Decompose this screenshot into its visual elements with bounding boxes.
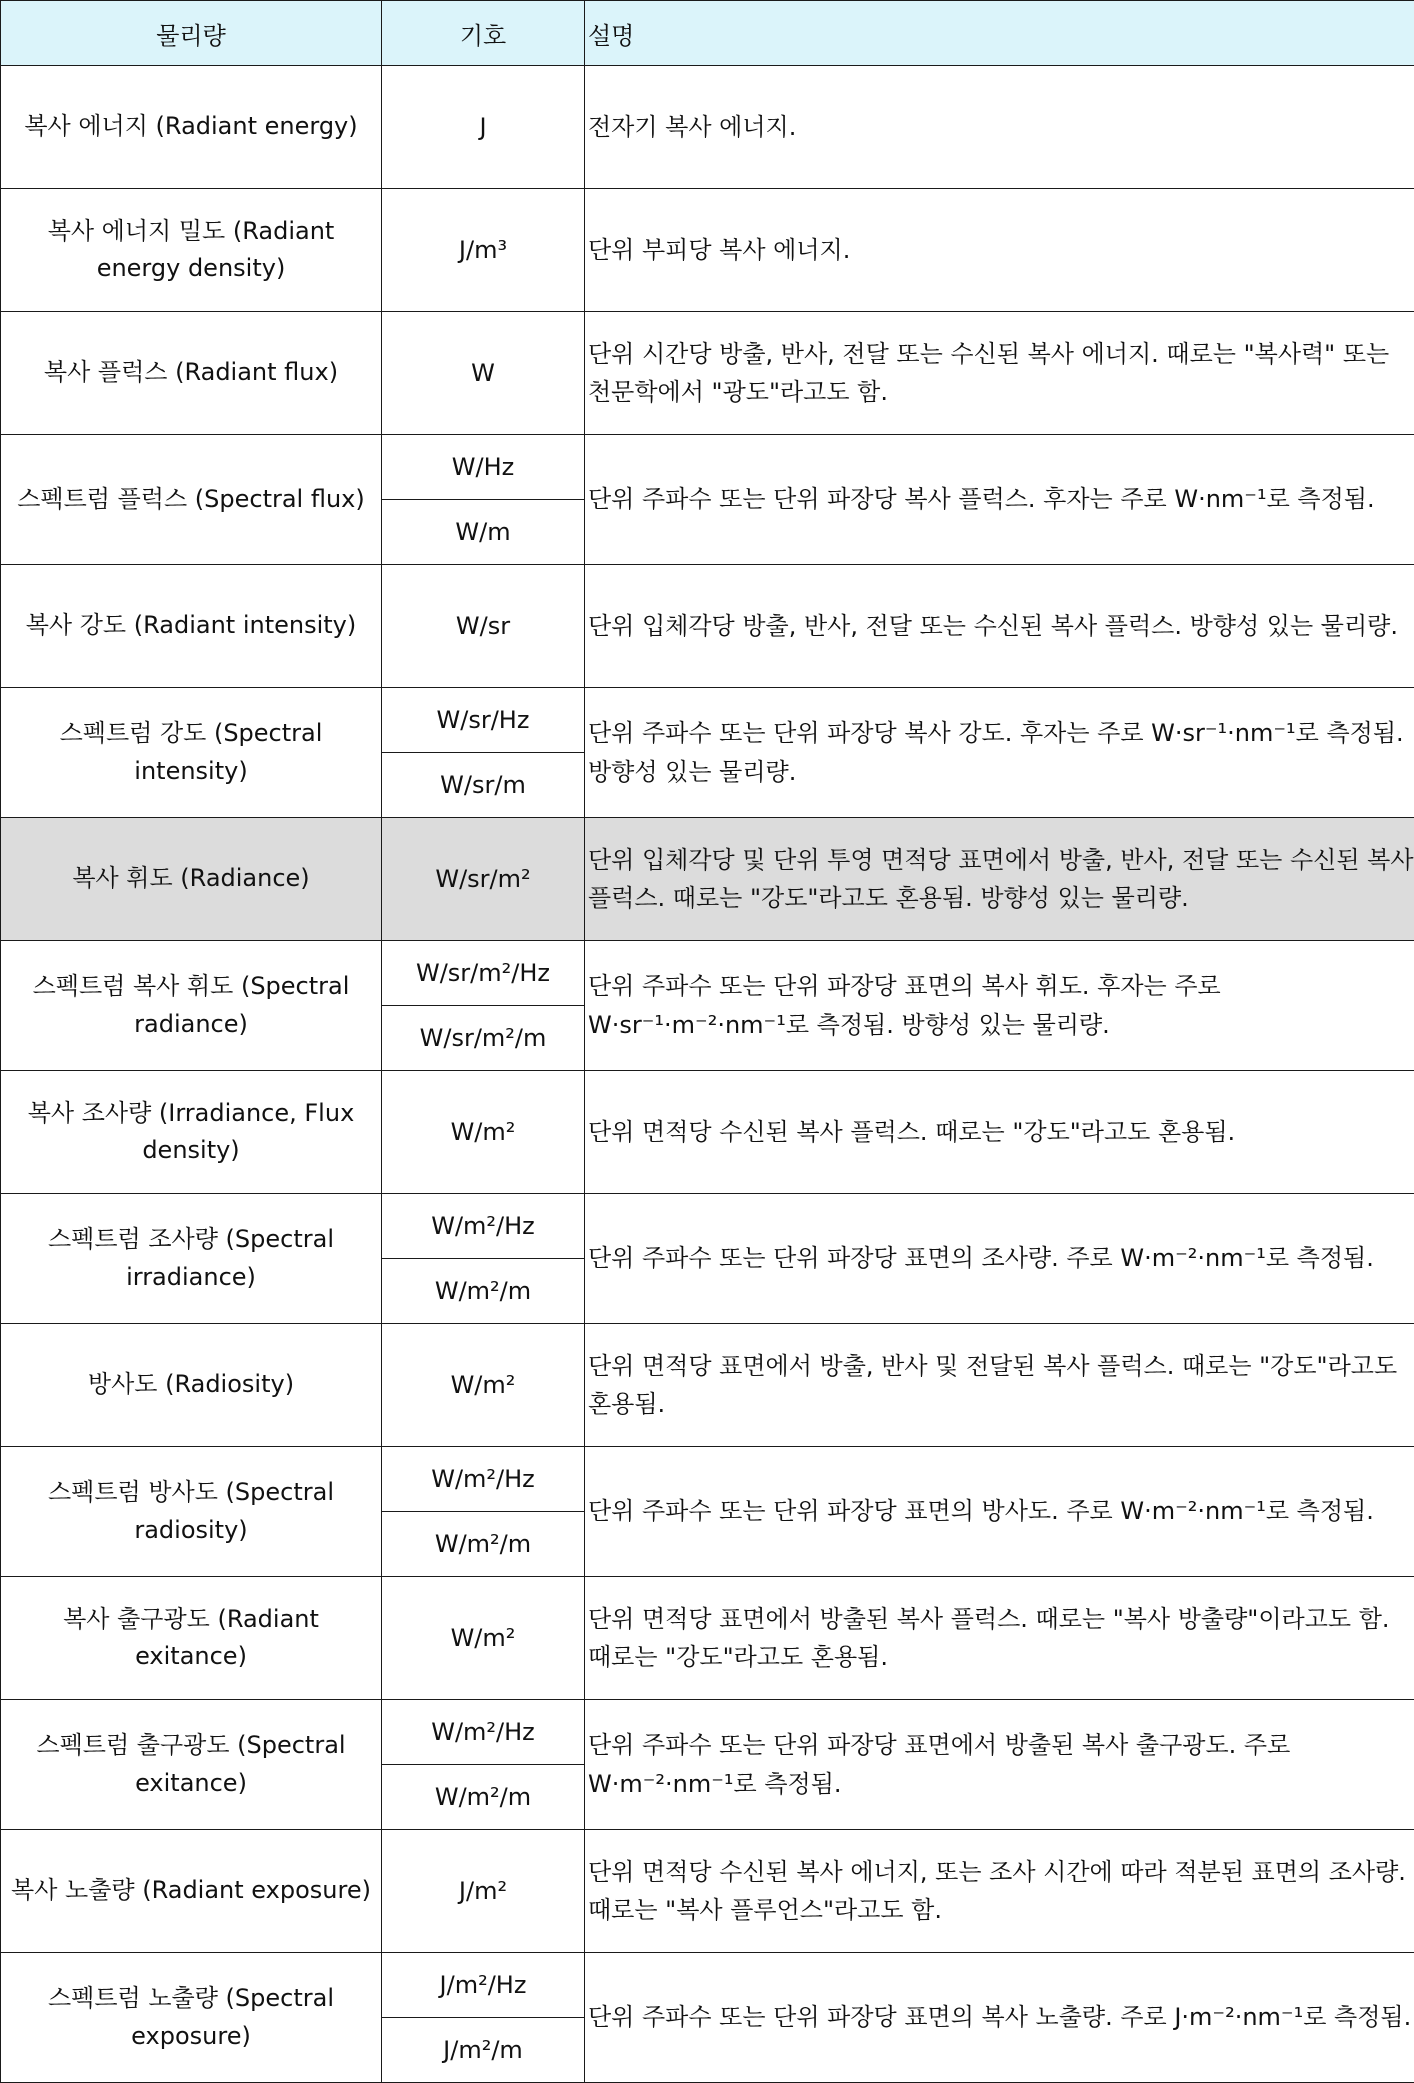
symbol-cell: W/m [382,500,585,565]
symbol-cell: W/m²/m [382,1259,585,1324]
symbol-cell: W/sr [382,565,585,688]
table-row [1,565,1414,688]
symbol-cell: W/sr/m²/Hz [382,941,585,1006]
table-row [1,1577,1414,1700]
quantity-name: 스펙트럼 노출량 (Spectral exposure) [1,1953,382,2083]
table-row [1,189,1414,312]
table-row [1,1830,1414,1953]
symbol-cell: W [382,312,585,435]
quantity-name: 스펙트럼 조사량 (Spectral irradiance) [1,1194,382,1324]
quantity-name: 스펙트럼 플럭스 (Spectral flux) [1,435,382,565]
quantity-name: 복사 플럭스 (Radiant flux) [1,312,382,435]
symbol-cell: W/Hz [382,435,585,500]
quantity-name: 복사 출구광도 (Radiant exitance) [1,1577,382,1700]
quantity-name: 스펙트럼 복사 휘도 (Spectral radiance) [1,941,382,1071]
table-row [1,66,1414,189]
symbol-cell: J/m²/Hz [382,1953,585,2018]
description-cell: 단위 주파수 또는 단위 파장당 표면에서 방출된 복사 출구광도. 주로 W·m⁻²·nm⁻¹로 측정됨. [585,1700,1414,1830]
description-cell: 단위 면적당 표면에서 방출된 복사 플럭스. 때로는 "복사 방출량"이라고도 함. 때로는 "강도"라고도 혼용됨. [585,1577,1414,1700]
table-row [1,941,1414,1006]
description-cell: 단위 면적당 표면에서 방출, 반사 및 전달된 복사 플럭스. 때로는 "강도"라고도 혼용됨. [585,1324,1414,1447]
header-symbol: 기호 [382,1,585,66]
description-cell: 전자기 복사 에너지. [585,66,1414,189]
quantity-name: 방사도 (Radiosity) [1,1324,382,1447]
description-cell: 단위 주파수 또는 단위 파장당 복사 플럭스. 후자는 주로 W·nm⁻¹로 측정됨. [585,435,1414,565]
description-cell: 단위 주파수 또는 단위 파장당 표면의 조사량. 주로 W·m⁻²·nm⁻¹로 측정됨. [585,1194,1414,1324]
quantity-name: 스펙트럼 강도 (Spectral intensity) [1,688,382,818]
quantity-name: 복사 에너지 밀도 (Radiant energy density) [1,189,382,312]
symbol-cell: W/m²/m [382,1512,585,1577]
table-row [1,1953,1414,2018]
quantity-name: 복사 강도 (Radiant intensity) [1,565,382,688]
quantity-name: 복사 조사량 (Irradiance, Flux density) [1,1071,382,1194]
table-body [1,66,1414,2083]
table-row [1,688,1414,753]
table-row [1,435,1414,500]
symbol-cell: W/sr/m [382,753,585,818]
table-row [1,1071,1414,1194]
header-description: 설명 [585,1,1414,66]
symbol-cell: W/m² [382,1577,585,1700]
symbol-cell: W/sr/m² [382,818,585,941]
description-cell: 단위 주파수 또는 단위 파장당 표면의 복사 노출량. 주로 J·m⁻²·nm⁻¹로 측정됨. [585,1953,1414,2083]
description-cell: 단위 주파수 또는 단위 파장당 표면의 방사도. 주로 W·m⁻²·nm⁻¹로 측정됨. [585,1447,1414,1577]
symbol-cell: W/m² [382,1071,585,1194]
table-row [1,1447,1414,1512]
description-cell: 단위 부피당 복사 에너지. [585,189,1414,312]
symbol-cell: W/m²/Hz [382,1447,585,1512]
quantity-name: 복사 에너지 (Radiant energy) [1,66,382,189]
quantity-name: 복사 노출량 (Radiant exposure) [1,1830,382,1953]
quantity-name: 복사 휘도 (Radiance) [1,818,382,941]
table-row [1,312,1414,435]
header-quantity: 물리량 [1,1,382,66]
quantity-name: 스펙트럼 방사도 (Spectral radiosity) [1,1447,382,1577]
symbol-cell: W/sr/Hz [382,688,585,753]
description-cell: 단위 입체각당 및 단위 투영 면적당 표면에서 방출, 반사, 전달 또는 수신된 복사 플럭스. 때로는 "강도"라고도 혼용됨. 방향성 있는 물리량. [585,818,1414,941]
symbol-cell: J/m² [382,1830,585,1953]
description-cell: 단위 면적당 수신된 복사 플럭스. 때로는 "강도"라고도 혼용됨. [585,1071,1414,1194]
symbol-cell: W/sr/m²/m [382,1006,585,1071]
description-cell: 단위 시간당 방출, 반사, 전달 또는 수신된 복사 에너지. 때로는 "복사력" 또는 천문학에서 "광도"라고도 함. [585,312,1414,435]
quantity-name: 스펙트럼 출구광도 (Spectral exitance) [1,1700,382,1830]
description-cell: 단위 주파수 또는 단위 파장당 표면의 복사 휘도. 후자는 주로 W·sr⁻¹·m⁻²·nm⁻¹로 측정됨. 방향성 있는 물리량. [585,941,1414,1071]
table-row [1,1700,1414,1765]
description-cell: 단위 주파수 또는 단위 파장당 복사 강도. 후자는 주로 W·sr⁻¹·nm⁻¹로 측정됨. 방향성 있는 물리량. [585,688,1414,818]
table-row [1,1324,1414,1447]
symbol-cell: W/m² [382,1324,585,1447]
description-cell: 단위 입체각당 방출, 반사, 전달 또는 수신된 복사 플럭스. 방향성 있는 물리량. [585,565,1414,688]
symbol-cell: J/m²/m [382,2018,585,2083]
table-row [1,818,1414,941]
symbol-cell: W/m²/m [382,1765,585,1830]
symbol-cell: W/m²/Hz [382,1194,585,1259]
symbol-cell: W/m²/Hz [382,1700,585,1765]
symbol-cell: J/m³ [382,189,585,312]
table-row [1,1194,1414,1259]
symbol-cell: J [382,66,585,189]
description-cell: 단위 면적당 수신된 복사 에너지, 또는 조사 시간에 따라 적분된 표면의 조사량. 때로는 "복사 플루언스"라고도 함. [585,1830,1414,1953]
header-row [1,1,1414,66]
